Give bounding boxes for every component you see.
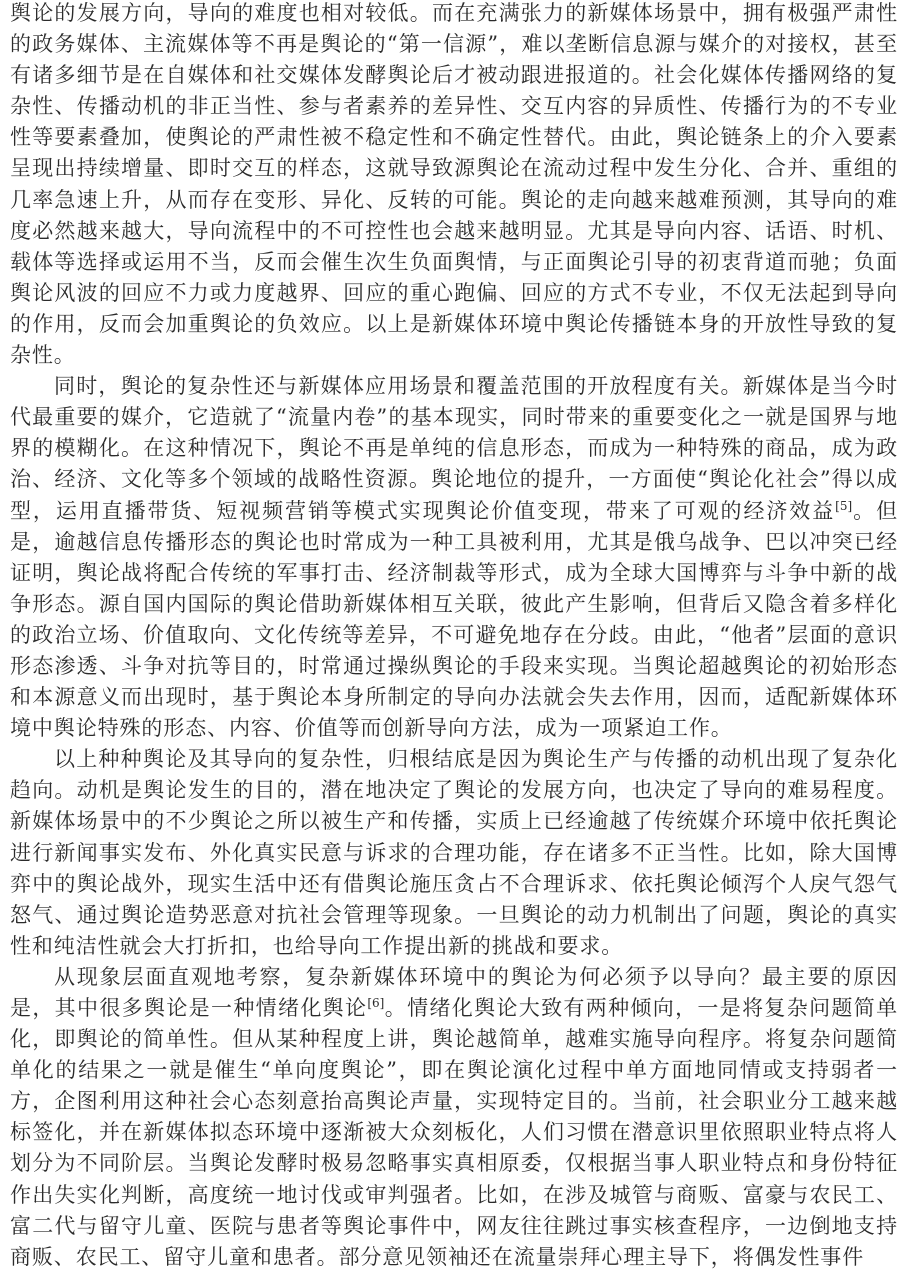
paragraph-text: 舆论的发展方向，导向的难度也相对较低。而在充满张力的新媒体场景中，拥有极强严肃性的政务媒体、主流媒体等不再是舆论的“第一信源”，难以垄断信息源与媒介的对接权，甚至有诸多细节是在自媒体和社交媒体发酵舆论后才被动跟进报道的。社会化媒体传播网络的复杂性、传播动机的非正当性、参与者素养的差异性、交互内容的异质性、传播行为的不专业性等要素叠加，使舆论的严肃性被不稳定性和不确定性替代。由此，舆论链条上的介入要素呈现出持续增量、即时交互的样态，这就导致源舆论在流动过程中发生分化、合并、重组的几率急速上升，从而存在变形、异化、反转的可能。舆论的走向越来越难预测，其导向的难度必然越来越大，导向流程中的不可控性也会越来越明显。尤其是导向内容、话语、时机、载体等选择或运用不当，反而会催生次生负面舆情，与正面舆论引导的初衷背道而驰；负面舆论风波的回应不力或力度越界、回应的重心跑偏、回应的方式不专业，不仅无法起到导向的作用，反而会加重舆论的负效应。以上是新媒体环境中舆论传播链本身的开放性导致的复杂性。 (10, 1, 898, 368)
paragraph-text: 从现象层面直观地考察，复杂新媒体环境中的舆论为何必须予以导向？最主要的原因是，其中很多舆论是一种情绪化舆论 (10, 964, 898, 1020)
paragraph-text: 同时，舆论的复杂性还与新媒体应用场景和覆盖范围的开放程度有关。新媒体是当今时代最重要的媒介，它造就了“流量内卷”的基本现实，同时带来的重要变化之一就是国界与地界的模糊化。在这种情况下，舆论不再是单纯的信息形态，而成为一种特殊的商品，成为政治、经济、文化等多个领域的战略性资源。舆论地位的提升，一方面使“舆论化社会”得以成型，运用直播带货、短视频营销等模式实现舆论价值变现，带来了可观的经济效益 (10, 374, 898, 523)
paragraph (10, 962, 898, 1273)
paragraph (10, 0, 898, 371)
citation-reference: [6] (367, 996, 385, 1010)
paragraph (10, 371, 898, 744)
paragraph-text: 。情绪化舆论大致有两种倾向，一是将复杂问题简单化，即舆论的简单性。但从某种程度上讲，舆论越简单，越难实施导向程序。将复杂问题简单化的结果之一就是催生“单向度舆论”，即在舆论演化过程中单方面地同情或支持弱者一方，企图利用这种社会心态刻意抬高舆论声量，实现特定目的。当前，社会职业分工越来越标签化，并在新媒体拟态环境中逐渐被大众刻板化，人们习惯在潜意识里依照职业特点将人划分为不同阶层。当舆论发酵时极易忽略事实真相原委，仅根据当事人职业特点和身份特征作出失实化判断，高度统一地讨伐或审判强者。比如，在涉及城管与商贩、富豪与农民工、富二代与留守儿童、医院与患者等舆论事件中，网友往往跳过事实核查程序，一边倒地支持商贩、农民工、留守儿童和患者。部分意见领袖还在流量崇拜心理主导下，将偶发性事件 (10, 996, 898, 1269)
citation-reference: [5] (835, 498, 853, 513)
paragraph-text: 以上种种舆论及其导向的复杂性，归根结底是因为舆论生产与传播的动机出现了复杂化趋向。动机是舆论发生的目的，潜在地决定了舆论的发展方向，也决定了导向的难易程度。新媒体场景中的不少舆论之所以被生产和传播，实质上已经逾越了传统媒介环境中依托舆论进行新闻事实发布、外化真实民意与诉求的合理功能，存在诸多不正当性。比如，除大国博弈中的舆论战外，现实生活中还有借舆论施压贪占不合理诉求、依托舆论倾泻个人戾气怨气怒气、通过舆论造势恶意对抗社会管理等现象。一旦舆论的动力机制出了问题，舆论的真实性和纯洁性就会大打折扣，也给导向工作提出新的挑战和要求。 (10, 747, 898, 958)
paragraph (10, 744, 898, 962)
paragraph-text: 。但是，逾越信息传播形态的舆论也时常成为一种工具被利用，尤其是俄乌战争、巴以冲突已经证明，舆论战将配合传统的军事打击、经济制裁等形式，成为全球大国博弈与斗争中新的战争形态。源自国内国际的舆论借助新媒体相互关联，彼此产生影响，但背后又隐含着多样化的政治立场、价值取向、文化传统等差异，不可避免地存在分歧。由此，“他者”层面的意识形态渗透、斗争对抗等目的，时常通过操纵舆论的手段来实现。当舆论超越舆论的初始形态和本源意义而出现时，基于舆论本身所制定的导向办法就会失去作用，因而，适配新媒体环境中舆论特殊的形态、内容、价值等而创新导向方法，成为一项紧迫工作。 (10, 498, 898, 741)
article-body (10, 0, 898, 1273)
